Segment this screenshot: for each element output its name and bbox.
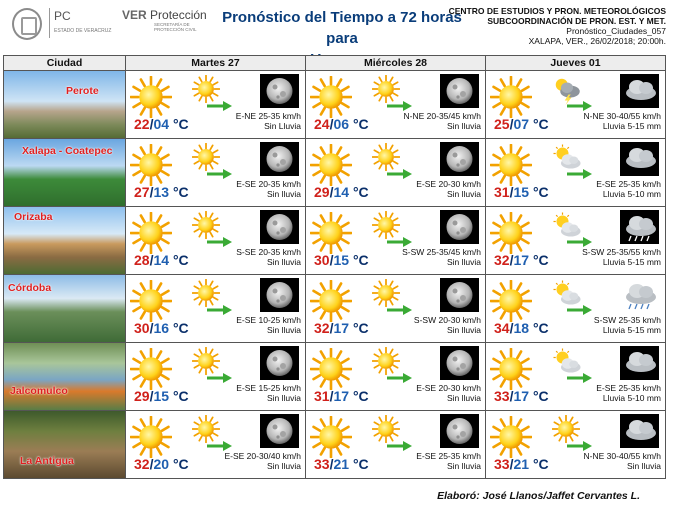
forecast-cell-d2 [306, 207, 486, 275]
table-row [4, 71, 666, 139]
rain-text: Sin lluvia [446, 257, 481, 267]
sun-icon [310, 348, 352, 390]
temp-separator: / [149, 184, 154, 200]
temp-separator: / [509, 456, 514, 472]
temp-unit: °C [532, 252, 549, 268]
ver-logo-text: VER [122, 8, 147, 22]
wind-text: S-SW 25-35 km/h [593, 315, 661, 325]
night-icon [260, 210, 299, 244]
wind-rain-info [224, 451, 301, 471]
city-cell [4, 411, 126, 479]
temp-unit: °C [532, 184, 549, 200]
temperature [134, 116, 189, 132]
night-icon [620, 414, 659, 448]
temp-unit: °C [532, 456, 549, 472]
night-icon [260, 414, 299, 448]
temp-max: 32 [134, 456, 150, 472]
wind-text: E-SE 15-25 km/h [236, 383, 301, 393]
wind-arrow-icon [206, 167, 232, 179]
temp-unit: °C [172, 320, 189, 336]
night-icon [620, 210, 659, 244]
column-header-city: Ciudad [4, 56, 126, 71]
footer-credits: Elaboró: José Llanos/Jaffet Cervantes L. [437, 490, 640, 502]
rain-text: Lluvia 5-15 mm [602, 121, 661, 131]
temp-separator: / [149, 320, 154, 336]
temp-separator: / [509, 184, 514, 200]
wind-rain-info [414, 315, 481, 335]
wind-arrow-icon [206, 99, 232, 111]
temp-max: 25 [494, 116, 510, 132]
temp-max: 29 [134, 388, 150, 404]
city-cell [4, 139, 126, 207]
wind-rain-info [236, 383, 301, 403]
table-row [4, 207, 666, 275]
sun-icon [130, 212, 172, 254]
forecast-cell-d3 [486, 139, 666, 207]
table-row [4, 343, 666, 411]
wind-arrow-icon [386, 167, 412, 179]
sun-icon [310, 212, 352, 254]
sun-icon [310, 280, 352, 322]
forecast-cell-d3 [486, 411, 666, 479]
temperature [494, 320, 549, 336]
forecast-cell-d2 [306, 411, 486, 479]
rain-text: Sin lluvia [266, 257, 301, 267]
night-icon [440, 74, 479, 108]
temp-unit: °C [352, 116, 369, 132]
rain-text: Sin lluvia [446, 325, 481, 335]
rain-text: Sin lluvia [266, 189, 301, 199]
wind-rain-info [582, 247, 661, 267]
temp-max: 22 [134, 116, 150, 132]
temperature [494, 456, 549, 472]
sun-icon [310, 144, 352, 186]
sun-icon [490, 76, 532, 118]
wind-arrow-icon [386, 371, 412, 383]
rain-text: Sin lluvia [266, 393, 301, 403]
sun-icon [490, 416, 532, 458]
city-cell [4, 343, 126, 411]
temp-unit: °C [352, 184, 369, 200]
temp-min: 04 [153, 116, 170, 132]
temp-min: 21 [333, 456, 350, 472]
temp-unit: °C [352, 456, 369, 472]
wind-text: S-SE 20-35 km/h [236, 247, 301, 257]
sun-icon [130, 416, 172, 458]
temp-separator: / [509, 320, 514, 336]
night-icon [620, 74, 659, 108]
wind-arrow-icon [386, 303, 412, 315]
wind-arrow-icon [566, 167, 592, 179]
temp-unit: °C [532, 116, 549, 132]
wind-arrow-icon [566, 303, 592, 315]
temp-max: 24 [314, 116, 330, 132]
wind-text: S-SW 20-30 km/h [413, 315, 481, 325]
divider [49, 8, 50, 38]
wind-rain-info [404, 111, 481, 131]
column-header-day1: Martes 27 [126, 56, 306, 71]
wind-rain-info [596, 179, 661, 199]
temperature [494, 388, 549, 404]
night-icon [440, 278, 479, 312]
org-line-4: XALAPA, VER., 26/02/2018; 20:00h. [528, 36, 666, 46]
wind-text: E-SE 25-35 km/h [596, 383, 661, 393]
wind-text: N-NE 20-35/45 km/h [403, 111, 481, 121]
temperature [134, 320, 189, 336]
temp-max: 32 [494, 252, 510, 268]
wind-arrow-icon [386, 439, 412, 451]
temp-separator: / [149, 116, 154, 132]
forecast-cell-d2 [306, 139, 486, 207]
temperature [134, 456, 189, 472]
wind-rain-info [236, 247, 301, 267]
temperature [494, 184, 549, 200]
forecast-cell-d1 [126, 275, 306, 343]
temp-unit: °C [172, 456, 189, 472]
night-icon [260, 278, 299, 312]
sun-icon [130, 348, 172, 390]
forecast-cell-d1 [126, 411, 306, 479]
night-icon [440, 210, 479, 244]
temp-separator: / [329, 116, 334, 132]
sun-icon [310, 416, 352, 458]
night-icon [260, 142, 299, 176]
temperature [314, 456, 369, 472]
temp-max: 27 [134, 184, 150, 200]
temperature [314, 388, 369, 404]
wind-rain-info [594, 315, 661, 335]
wind-text: N-NE 30-40/55 km/h [583, 111, 661, 121]
temp-min: 17 [513, 252, 530, 268]
wind-rain-info [236, 179, 301, 199]
temp-max: 28 [134, 252, 150, 268]
wind-arrow-icon [206, 303, 232, 315]
pc-logo [8, 6, 118, 44]
wind-text: E-SE 10-25 km/h [236, 315, 301, 325]
rain-text: Sin lluvia [446, 189, 481, 199]
temp-separator: / [509, 116, 514, 132]
sun-icon [310, 76, 352, 118]
wind-text: E-NE 25-35 km/h [235, 111, 301, 121]
temp-max: 33 [494, 456, 510, 472]
temp-min: 15 [513, 184, 530, 200]
forecast-cell-d3 [486, 343, 666, 411]
temp-min: 15 [333, 252, 350, 268]
city-cell [4, 207, 126, 275]
wind-arrow-icon [206, 235, 232, 247]
city-cell [4, 275, 126, 343]
wind-arrow-icon [566, 371, 592, 383]
rain-text: Sin Lluvia [264, 121, 301, 131]
temp-unit: °C [172, 252, 189, 268]
forecast-table [3, 55, 666, 479]
pc-logo-sub: ESTADO DE VERACRUZ [54, 28, 112, 34]
sun-icon [130, 280, 172, 322]
org-line-1: CENTRO DE ESTUDIOS Y PRON. METEOROLÓGICOS [448, 6, 666, 16]
ver-logo-word: Protección [150, 8, 207, 22]
city-name: Jalcomulco [10, 385, 68, 397]
temp-unit: °C [532, 320, 549, 336]
wind-text: E-SE 20-30 km/h [416, 179, 481, 189]
temp-max: 31 [494, 184, 510, 200]
temp-min: 06 [333, 116, 350, 132]
temp-unit: °C [172, 388, 189, 404]
temp-max: 31 [314, 388, 330, 404]
temperature [314, 116, 369, 132]
rain-text: Lluvia 5-15 mm [602, 257, 661, 267]
temp-unit: °C [172, 116, 189, 132]
city-photo [4, 343, 125, 410]
temp-max: 33 [494, 388, 510, 404]
city-photo [4, 411, 125, 478]
temp-separator: / [149, 252, 154, 268]
temp-max: 29 [314, 184, 330, 200]
temp-separator: / [149, 456, 154, 472]
wind-text: E-SE 20-30/40 km/h [224, 451, 301, 461]
column-header-day3: Jueves 01 [486, 56, 666, 71]
temp-separator: / [329, 184, 334, 200]
ver-logo-sub1: SECRETARÍA DE [154, 22, 190, 27]
wind-text: E-SE 20-35 km/h [236, 179, 301, 189]
city-name: La Antigua [20, 455, 74, 467]
rain-text: Sin lluvia [446, 461, 481, 471]
wind-rain-info [416, 179, 481, 199]
wind-arrow-icon [566, 235, 592, 247]
sun-icon [490, 348, 532, 390]
temperature [494, 116, 549, 132]
org-line-2: SUBCOORDINACIÓN DE PRON. EST. Y MET. [487, 16, 666, 26]
city-name: Orizaba [14, 211, 53, 223]
temp-min: 21 [513, 456, 530, 472]
table-row [4, 139, 666, 207]
pc-logo-text: PC [54, 9, 71, 23]
wind-rain-info [584, 451, 661, 471]
forecast-cell-d1 [126, 139, 306, 207]
rain-text: Sin lluvia [266, 461, 301, 471]
temp-min: 17 [513, 388, 530, 404]
forecast-cell-d1 [126, 71, 306, 139]
city-name: Xalapa - Coatepec [22, 145, 113, 157]
table-row [4, 275, 666, 343]
night-icon [620, 346, 659, 380]
temp-separator: / [329, 456, 334, 472]
wind-text: E-SE 20-30 km/h [416, 383, 481, 393]
table-header-row [4, 56, 666, 71]
sun-icon [490, 212, 532, 254]
wind-arrow-icon [566, 439, 592, 451]
wind-rain-info [416, 383, 481, 403]
temperature [134, 252, 189, 268]
org-line-3: Pronóstico_Ciudades_057 [566, 26, 666, 36]
temp-separator: / [509, 388, 514, 404]
temp-unit: °C [352, 252, 369, 268]
temp-max: 30 [314, 252, 330, 268]
city-photo [4, 71, 125, 138]
wind-text: S-SW 25-35/45 km/h [402, 247, 481, 257]
forecast-cell-d3 [486, 207, 666, 275]
forecast-cell-d1 [126, 343, 306, 411]
sun-icon [130, 76, 172, 118]
temp-unit: °C [352, 320, 369, 336]
temp-min: 14 [333, 184, 350, 200]
wind-rain-info [236, 315, 301, 335]
temp-unit: °C [172, 184, 189, 200]
veracruz-seal-icon [12, 8, 42, 40]
rain-text: Sin lluvia [446, 121, 481, 131]
temp-min: 15 [153, 388, 170, 404]
column-header-day2: Miércoles 28 [306, 56, 486, 71]
temp-max: 32 [314, 320, 330, 336]
table-body [4, 71, 666, 479]
city-cell [4, 71, 126, 139]
temp-max: 34 [494, 320, 510, 336]
night-icon [440, 142, 479, 176]
temperature [314, 184, 369, 200]
wind-arrow-icon [566, 99, 592, 111]
temperature [134, 184, 189, 200]
temp-unit: °C [532, 388, 549, 404]
page-header [0, 0, 680, 52]
wind-arrow-icon [386, 99, 412, 111]
temp-separator: / [329, 320, 334, 336]
wind-rain-info [402, 247, 481, 267]
forecast-cell-d2 [306, 71, 486, 139]
temp-min: 07 [513, 116, 530, 132]
temp-separator: / [329, 252, 334, 268]
temperature [314, 252, 369, 268]
rain-text: Lluvia 5-10 mm [602, 393, 661, 403]
rain-text: Sin lluvia [626, 461, 661, 471]
night-icon [440, 414, 479, 448]
wind-rain-info [236, 111, 301, 131]
night-icon [620, 278, 659, 312]
wind-rain-info [416, 451, 481, 471]
wind-arrow-icon [206, 439, 232, 451]
forecast-cell-d3 [486, 71, 666, 139]
temp-separator: / [329, 388, 334, 404]
temp-min: 20 [153, 456, 170, 472]
temperature [494, 252, 549, 268]
forecast-cell-d1 [126, 207, 306, 275]
temp-min: 18 [513, 320, 530, 336]
wind-text: S-SW 25-35/55 km/h [582, 247, 661, 257]
wind-text: N-NE 30-40/55 km/h [583, 451, 661, 461]
temp-min: 14 [153, 252, 170, 268]
temp-unit: °C [352, 388, 369, 404]
temp-min: 13 [153, 184, 170, 200]
table-row [4, 411, 666, 479]
temp-min: 17 [333, 320, 350, 336]
wind-rain-info [596, 383, 661, 403]
night-icon [620, 142, 659, 176]
temp-max: 33 [314, 456, 330, 472]
wind-arrow-icon [386, 235, 412, 247]
city-name: Perote [66, 85, 99, 97]
temp-min: 17 [333, 388, 350, 404]
sun-icon [130, 144, 172, 186]
ver-logo [122, 8, 217, 40]
rain-text: Sin lluvia [446, 393, 481, 403]
night-icon [260, 346, 299, 380]
temp-separator: / [149, 388, 154, 404]
forecast-cell-d3 [486, 275, 666, 343]
wind-text: E-SE 25-35 km/h [416, 451, 481, 461]
temperature [134, 388, 189, 404]
sun-icon [490, 280, 532, 322]
title-line-1: Pronóstico del Tiempo a 72 horas para [222, 9, 462, 47]
wind-text: E-SE 25-35 km/h [596, 179, 661, 189]
wind-rain-info [584, 111, 661, 131]
temp-min: 16 [153, 320, 170, 336]
wind-arrow-icon [206, 371, 232, 383]
org-info [449, 6, 666, 46]
rain-text: Lluvia 5-15 mm [602, 325, 661, 335]
temp-max: 30 [134, 320, 150, 336]
rain-text: Lluvia 5-10 mm [602, 189, 661, 199]
temp-separator: / [509, 252, 514, 268]
city-name: Córdoba [8, 282, 52, 294]
forecast-cell-d2 [306, 275, 486, 343]
rain-text: Sin lluvia [266, 325, 301, 335]
sun-icon [490, 144, 532, 186]
ver-logo-sub2: PROTECCIÓN CIVIL [154, 27, 197, 32]
night-icon [440, 346, 479, 380]
forecast-cell-d2 [306, 343, 486, 411]
night-icon [260, 74, 299, 108]
temperature [314, 320, 369, 336]
